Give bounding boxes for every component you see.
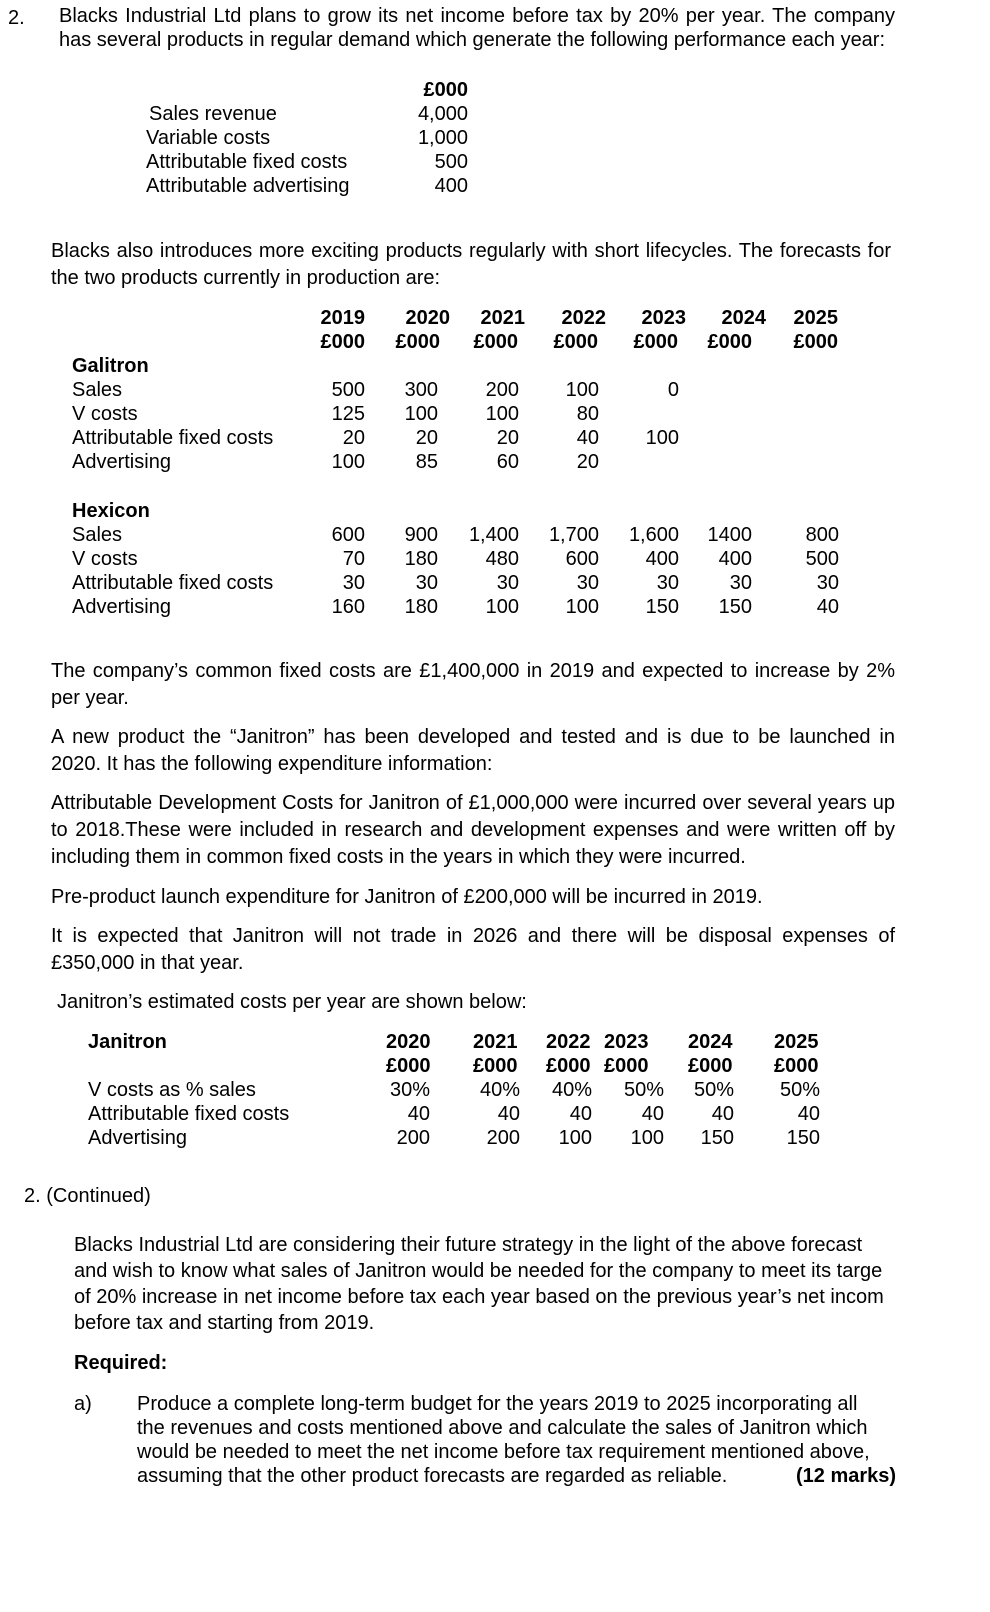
strategy-line: of 20% increase in net income before tax each year based on the previous year’s net incom (74, 1286, 884, 1308)
galitron-cell: 0 (667, 379, 679, 401)
janitron-cell: 50% (623, 1079, 664, 1101)
galitron-cell: 20 (496, 427, 519, 449)
part-a-line: the revenues and costs mentioned above and calculate the sales of Janitron which (137, 1417, 868, 1439)
regular-value: 1,000 (417, 127, 468, 149)
galitron-cell: 85 (415, 451, 438, 473)
janitron-year: 2021 (473, 1031, 518, 1053)
janitron-cell: 100 (558, 1127, 592, 1149)
row-label: Attributable fixed costs (72, 572, 274, 594)
forecast-unit: £000 (395, 331, 440, 353)
forecast-year: 2022 (561, 307, 606, 329)
janitron-cell: 40% (479, 1079, 520, 1101)
part-a-marks: (12 marks) (796, 1465, 897, 1487)
hexicon-cell: 150 (645, 596, 679, 618)
janitron-name: Janitron (88, 1031, 167, 1053)
intro-paragraph: Blacks Industrial Ltd plans to grow its net income before tax by 20% per year. The company has several products in regular demand which generate the following performance each year: (59, 5, 895, 51)
janitron-row-label: Advertising (88, 1127, 187, 1149)
hexicon-cell: 1,700 (548, 524, 599, 546)
janitron-unit: £000 (473, 1055, 518, 1077)
hexicon-cell: 1,600 (628, 524, 679, 546)
regular-value: 4,000 (417, 103, 468, 125)
regular-header: £000 (423, 79, 468, 101)
row-label: Sales (72, 524, 123, 546)
regular-value: 500 (434, 151, 468, 173)
janitron-cell: 40 (407, 1103, 430, 1125)
regular-label: Sales revenue (149, 103, 277, 125)
janitron-unit: £000 (604, 1055, 649, 1077)
galitron-cell: 100 (565, 379, 599, 401)
janitron-unit: £000 (688, 1055, 733, 1077)
galitron-cell: 125 (331, 403, 365, 425)
janitron-intro: Janitron’s estimated costs per year are shown below: (57, 991, 527, 1013)
part-a-line: Produce a complete long-term budget for the years 2019 to 2025 incorporating all (137, 1393, 858, 1415)
hexicon-cell: 30 (496, 572, 519, 594)
galitron-cell: 100 (485, 403, 519, 425)
hexicon-cell: 40 (816, 596, 839, 618)
janitron-cell: 40 (497, 1103, 520, 1125)
hexicon-cell: 1400 (707, 524, 752, 546)
janitron-year: 2022 (546, 1031, 591, 1053)
galitron-cell: 100 (331, 451, 365, 473)
janitron-row-label: V costs as % sales (88, 1079, 256, 1101)
hexicon-cell: 30 (576, 572, 599, 594)
forecast-year: 2019 (320, 307, 365, 329)
janitron-cell: 50% (779, 1079, 820, 1101)
janitron-cell: 40 (569, 1103, 592, 1125)
janitron-cell: 50% (693, 1079, 734, 1101)
janitron-year: 2020 (386, 1031, 431, 1053)
forecast-year: 2025 (793, 307, 838, 329)
galitron-cell: 300 (404, 379, 438, 401)
pre-launch-paragraph: Pre-product launch expenditure for Janitron of £200,000 will be incurred in 2019. (51, 886, 763, 908)
regular-value: 400 (434, 175, 468, 197)
forecast-year: 2023 (641, 307, 686, 329)
disposal-paragraph: It is expected that Janitron will not trade in 2026 and there will be disposal expenses of £350,000 in that year. (51, 925, 895, 974)
forecast-year: 2020 (405, 307, 450, 329)
janitron-cell: 150 (700, 1127, 734, 1149)
janitron-year: 2024 (688, 1031, 733, 1053)
janitron-cell: 40 (711, 1103, 734, 1125)
hexicon-cell: 30 (816, 572, 839, 594)
galitron-cell: 40 (576, 427, 599, 449)
part-a-line: assuming that the other product forecasts are regarded as reliable. (137, 1465, 728, 1487)
product-name-galitron: Galitron (72, 355, 149, 377)
hexicon-cell: 180 (404, 596, 438, 618)
product-name-hexicon: Hexicon (72, 500, 150, 522)
forecast-year: 2024 (721, 307, 766, 329)
hexicon-cell: 100 (485, 596, 519, 618)
new-product-paragraph: A new product the “Janitron” has been developed and tested and is due to be launched in 2020. It has the following expenditure information: (51, 726, 895, 775)
dev-costs-paragraph: Attributable Development Costs for Janitron of £1,000,000 were incurred over several years up to 2018.These were included in research and development expenses and were written off by including them in common fixed costs in the years in which they were incurred. (51, 792, 895, 868)
janitron-cell: 40% (551, 1079, 592, 1101)
required-label: Required: (74, 1352, 168, 1374)
forecast-unit: £000 (793, 331, 838, 353)
continued-label: 2. (Continued) (24, 1185, 151, 1207)
janitron-year: 2023 (604, 1031, 649, 1053)
janitron-cell: 30% (389, 1079, 430, 1101)
strategy-line: Blacks Industrial Ltd are considering their future strategy in the light of the above forecast (74, 1234, 863, 1256)
strategy-line: and wish to know what sales of Janitron would be needed for the company to meet its targe (74, 1260, 883, 1282)
row-label: Advertising (72, 451, 171, 473)
janitron-unit: £000 (386, 1055, 431, 1077)
row-label: Sales (72, 379, 123, 401)
galitron-cell: 80 (576, 403, 599, 425)
question-number: 2. (8, 7, 25, 29)
galitron-cell: 100 (645, 427, 679, 449)
janitron-cell: 40 (797, 1103, 820, 1125)
common-fixed-paragraph: The company’s common fixed costs are £1,400,000 in 2019 and expected to increase by 2% per year. (51, 660, 895, 709)
hexicon-cell: 30 (729, 572, 752, 594)
exciting-intro: Blacks also introduces more exciting products regularly with short lifecycles. The forecasts for the two products currently in production are: (51, 240, 891, 289)
galitron-cell: 20 (342, 427, 365, 449)
janitron-cell: 40 (641, 1103, 664, 1125)
janitron-cell: 150 (786, 1127, 820, 1149)
part-a-letter: a) (74, 1393, 92, 1415)
janitron-unit: £000 (546, 1055, 591, 1077)
forecast-year: 2021 (480, 307, 525, 329)
hexicon-cell: 1,400 (468, 524, 519, 546)
row-label: Advertising (72, 596, 171, 618)
strategy-line: before tax and starting from 2019. (74, 1312, 375, 1334)
forecast-unit: £000 (633, 331, 678, 353)
janitron-year: 2025 (774, 1031, 819, 1053)
hexicon-cell: 180 (404, 548, 438, 570)
hexicon-cell: 150 (718, 596, 752, 618)
regular-label: Attributable advertising (146, 175, 350, 197)
janitron-cell: 100 (630, 1127, 664, 1149)
forecast-unit: £000 (320, 331, 365, 353)
row-label: V costs (72, 403, 138, 425)
hexicon-cell: 400 (645, 548, 679, 570)
hexicon-cell: 480 (485, 548, 519, 570)
hexicon-cell: 160 (331, 596, 365, 618)
galitron-cell: 200 (485, 379, 519, 401)
galitron-cell: 20 (576, 451, 599, 473)
janitron-cell: 200 (396, 1127, 430, 1149)
janitron-row-label: Attributable fixed costs (88, 1103, 290, 1125)
regular-label: Attributable fixed costs (146, 151, 348, 173)
row-label: V costs (72, 548, 138, 570)
regular-label: Variable costs (146, 127, 271, 149)
hexicon-cell: 900 (404, 524, 438, 546)
forecast-unit: £000 (707, 331, 752, 353)
row-label: Attributable fixed costs (72, 427, 274, 449)
galitron-cell: 500 (331, 379, 365, 401)
galitron-cell: 20 (415, 427, 438, 449)
hexicon-cell: 600 (331, 524, 365, 546)
hexicon-cell: 600 (565, 548, 599, 570)
janitron-unit: £000 (774, 1055, 819, 1077)
hexicon-cell: 70 (342, 548, 365, 570)
janitron-cell: 200 (486, 1127, 520, 1149)
hexicon-cell: 100 (565, 596, 599, 618)
forecast-unit: £000 (473, 331, 518, 353)
hexicon-cell: 30 (656, 572, 679, 594)
galitron-cell: 60 (496, 451, 519, 473)
part-a-line: would be needed to meet the net income before tax requirement mentioned above, (137, 1441, 870, 1463)
hexicon-cell: 800 (805, 524, 839, 546)
hexicon-cell: 30 (342, 572, 365, 594)
hexicon-cell: 500 (805, 548, 839, 570)
forecast-unit: £000 (553, 331, 598, 353)
hexicon-cell: 30 (415, 572, 438, 594)
galitron-cell: 100 (404, 403, 438, 425)
hexicon-cell: 400 (718, 548, 752, 570)
